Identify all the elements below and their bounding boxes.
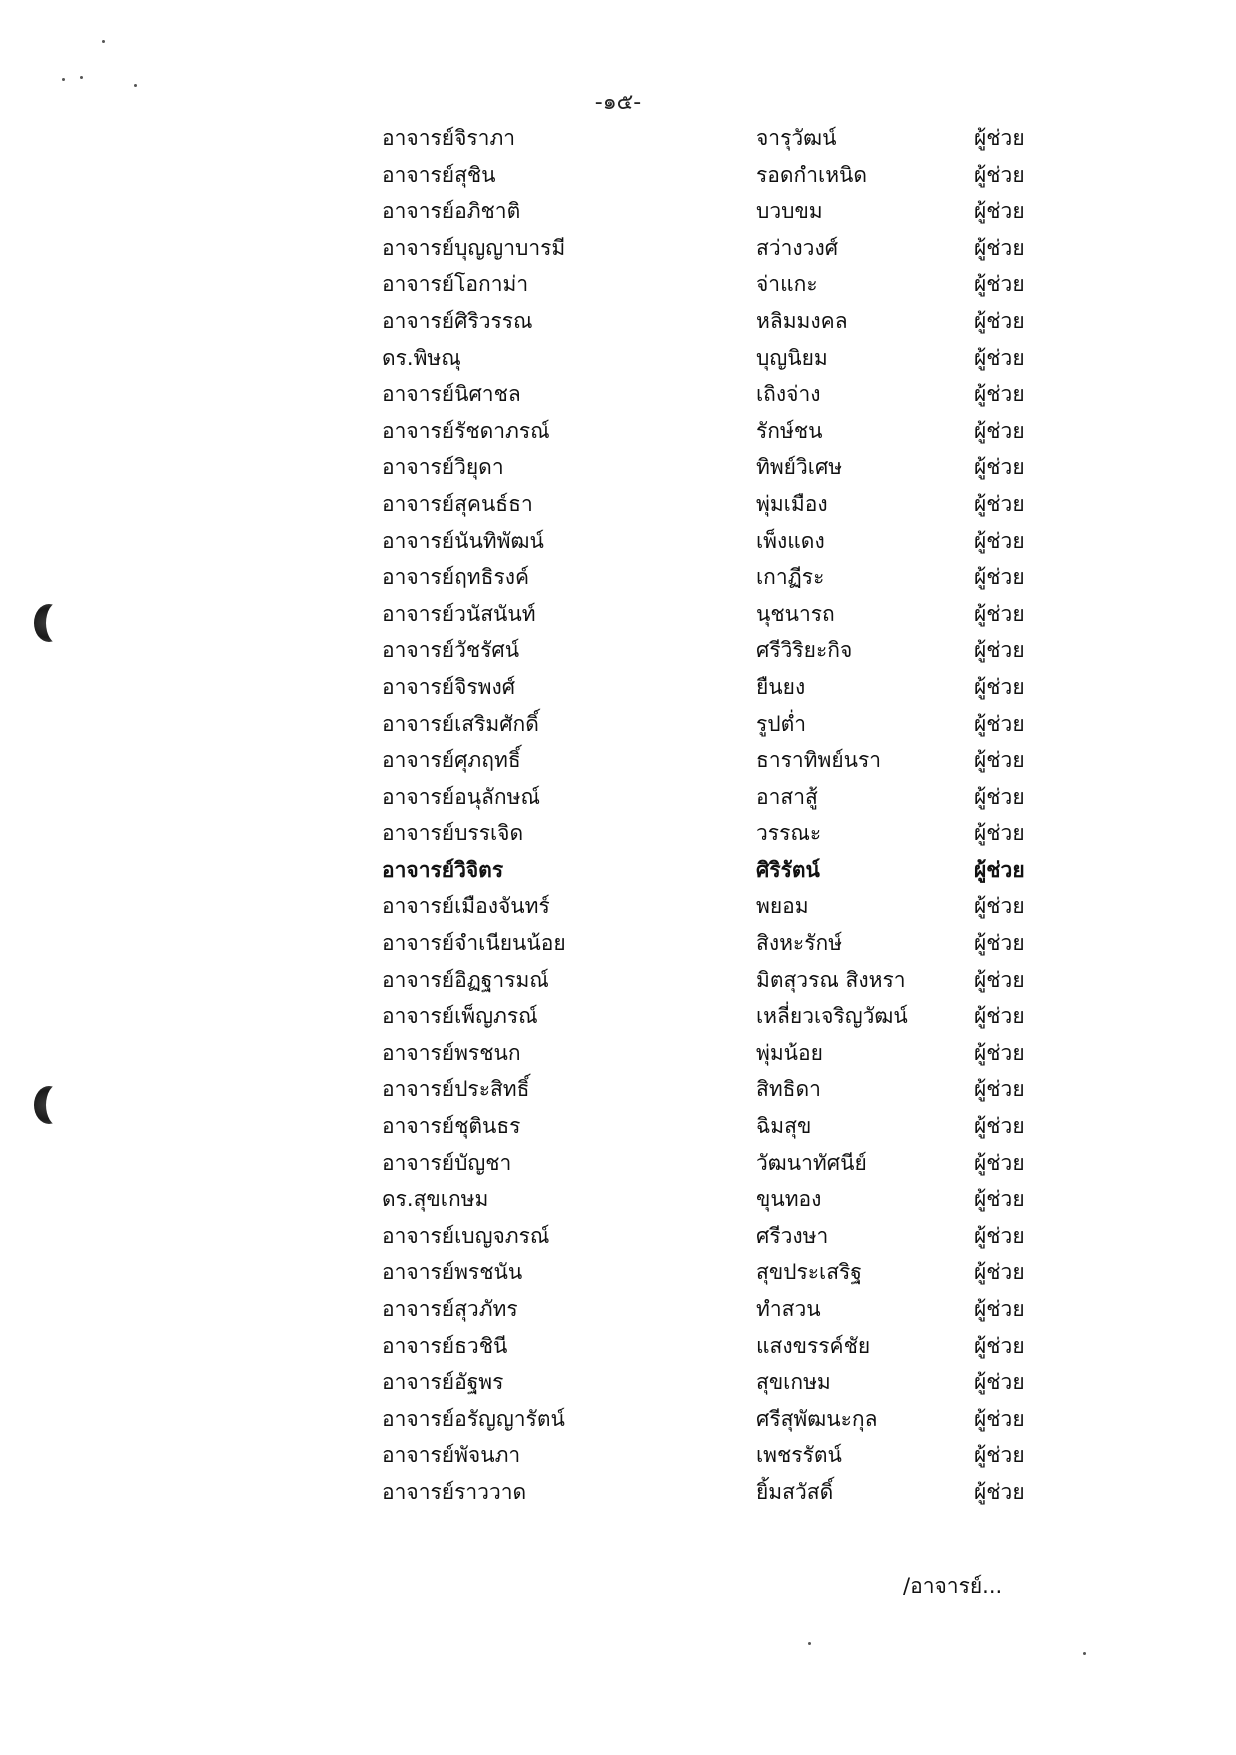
roster-row <box>382 1071 1042 1108</box>
staff-last-name: ศรีวงษา <box>756 1223 829 1248</box>
roster-row <box>382 1218 1042 1255</box>
staff-first-name: อาจารย์นิศาชล <box>382 382 521 407</box>
staff-role: ผู้ช่วย <box>974 711 1025 736</box>
staff-first-name: อาจารย์เบญจภรณ์ <box>382 1223 550 1248</box>
staff-first-name: อาจารย์ศิริวรรณ <box>382 308 533 333</box>
staff-first-name: อาจารย์สุวภัทร <box>382 1297 518 1321</box>
staff-role: ผู้ช่วย <box>974 491 1025 516</box>
staff-role: ผู้ช่วย <box>974 455 1025 480</box>
staff-last-name: รอดกำเหนิด <box>756 162 868 187</box>
staff-last-name: พุ่มน้อย <box>756 1040 823 1065</box>
staff-role: ผู้ช่วย <box>974 199 1025 224</box>
staff-first-name: อาจารย์จิราภา <box>382 126 516 150</box>
staff-role: ผู้ช่วย <box>974 1150 1025 1175</box>
staff-first-name: อาจารย์อรัญญารัตน์ <box>382 1406 565 1431</box>
roster-row <box>382 120 1042 157</box>
staff-role: ผู้ช่วย <box>974 601 1025 626</box>
staff-last-name: วรรณะ <box>756 821 822 846</box>
staff-role: ผู้ช่วย <box>974 1260 1025 1285</box>
staff-role: ผู้ช่วย <box>974 821 1025 846</box>
staff-last-name: สิทธิดา <box>756 1077 821 1102</box>
staff-last-name: อาสาสู้ <box>756 784 818 809</box>
staff-last-name: วัฒนาทัศนีย์ <box>756 1150 867 1175</box>
staff-role: ผู้ช่วย <box>974 1370 1025 1395</box>
roster-row <box>382 157 1042 194</box>
staff-first-name: อาจารย์เพ็ญภรณ์ <box>382 1004 538 1029</box>
staff-role: ผู้ช่วย <box>974 418 1025 443</box>
roster-row <box>382 1328 1042 1365</box>
staff-role: ผู้ช่วย <box>974 674 1025 699</box>
staff-first-name: อาจารย์อภิชาติ <box>382 199 521 224</box>
staff-role: ผู้ช่วย <box>974 1406 1025 1431</box>
staff-last-name: แสงขรรค์ชัย <box>756 1333 871 1358</box>
staff-first-name: อาจารย์พรชนัน <box>382 1260 523 1285</box>
staff-first-name: อาจารย์วิยุดา <box>382 455 504 480</box>
staff-role: ผู้ช่วย <box>974 1040 1025 1065</box>
staff-last-name: เหลี่ยวเจริญวัฒน์ <box>756 1004 908 1029</box>
roster-row <box>382 779 1042 816</box>
staff-role: ผู้ช่วย <box>974 1077 1025 1102</box>
roster-row <box>382 1291 1042 1328</box>
staff-last-name: สุขประเสริฐ <box>756 1260 862 1285</box>
staff-role: ผู้ช่วย <box>974 857 1025 882</box>
staff-last-name: หลิมมงคล <box>756 308 848 333</box>
scan-speck <box>1083 1652 1086 1655</box>
scan-speck <box>80 76 83 79</box>
roster-row <box>382 230 1042 267</box>
staff-last-name: สิงหะรักษ์ <box>756 931 843 956</box>
staff-last-name: พยอม <box>756 894 809 919</box>
roster-row <box>382 266 1042 303</box>
page-number: -๑๕- <box>594 90 642 115</box>
roster-row <box>382 559 1042 596</box>
roster-row <box>382 1474 1042 1511</box>
scan-speck <box>102 40 105 43</box>
staff-role: ผู้ช่วย <box>974 1479 1025 1504</box>
staff-first-name: อาจารย์รัชดาภรณ์ <box>382 418 550 443</box>
staff-role: ผู้ช่วย <box>974 382 1025 407</box>
staff-last-name: เถิงจ่าง <box>756 382 821 407</box>
staff-last-name: นุชนารถ <box>756 601 835 626</box>
staff-first-name: ดร.พิษณุ <box>382 345 461 370</box>
staff-roster <box>382 120 1042 1511</box>
roster-row <box>382 1108 1042 1145</box>
staff-role: ผู้ช่วย <box>974 235 1025 260</box>
staff-first-name: อาจารย์ประสิทธิ์ <box>382 1077 530 1102</box>
roster-row <box>382 852 1042 889</box>
staff-role: ผู้ช่วย <box>974 308 1025 333</box>
staff-last-name: เพ็งแดง <box>756 528 825 553</box>
scan-speck <box>808 1642 811 1645</box>
staff-role: ผู้ช่วย <box>974 565 1025 590</box>
staff-first-name: อาจารย์เมืองจันทร์ <box>382 894 550 919</box>
staff-last-name: ยิ้มสวัสดิ์ <box>756 1479 834 1504</box>
scan-speck <box>134 84 137 87</box>
staff-last-name: ยืนยง <box>756 674 806 699</box>
staff-role: ผู้ช่วย <box>974 126 1025 150</box>
staff-role: ผู้ช่วย <box>974 638 1025 663</box>
staff-role: ผู้ช่วย <box>974 1443 1025 1468</box>
staff-first-name: อาจารย์อิฏฐารมณ์ <box>382 967 549 992</box>
staff-first-name: อาจารย์จำเนียนน้อย <box>382 931 566 956</box>
roster-row <box>382 669 1042 706</box>
punch-hole-lower <box>34 1086 64 1124</box>
staff-first-name: อาจารย์บุญญาบารมี <box>382 235 566 260</box>
roster-row <box>382 1145 1042 1182</box>
staff-last-name: รูปต่ำ <box>756 711 807 736</box>
roster-row <box>382 193 1042 230</box>
roster-row <box>382 742 1042 779</box>
staff-role: ผู้ช่วย <box>974 784 1025 809</box>
staff-last-name: บุญนิยม <box>756 345 828 370</box>
roster-row <box>382 706 1042 743</box>
staff-role: ผู้ช่วย <box>974 1297 1025 1321</box>
roster-row <box>382 815 1042 852</box>
staff-last-name: บวบขม <box>756 199 823 224</box>
roster-row <box>382 303 1042 340</box>
staff-first-name: อาจารย์วิจิตร <box>382 857 504 882</box>
roster-row <box>382 1035 1042 1072</box>
roster-row <box>382 340 1042 377</box>
staff-last-name: รักษ์ชน <box>756 418 823 443</box>
staff-role: ผู้ช่วย <box>974 162 1025 187</box>
scan-speck <box>62 78 65 81</box>
staff-role: ผู้ช่วย <box>974 748 1025 773</box>
roster-row <box>382 376 1042 413</box>
roster-row <box>382 962 1042 999</box>
staff-first-name: อาจารย์นันทิพัฒน์ <box>382 528 544 553</box>
roster-row <box>382 449 1042 486</box>
staff-role: ผู้ช่วย <box>974 894 1025 919</box>
staff-first-name: อาจารย์อัฐพร <box>382 1370 504 1395</box>
staff-first-name: อาจารย์จิรพงศ์ <box>382 674 516 699</box>
roster-row <box>382 1364 1042 1401</box>
staff-first-name: อาจารย์ราววาด <box>382 1479 527 1504</box>
punch-hole-upper <box>34 604 64 642</box>
staff-first-name: ดร.สุขเกษม <box>382 1187 489 1212</box>
staff-role: ผู้ช่วย <box>974 1004 1025 1029</box>
staff-last-name: ฉิมสุข <box>756 1114 812 1139</box>
staff-first-name: อาจารย์พรชนก <box>382 1040 521 1065</box>
staff-last-name: ทิพย์วิเศษ <box>756 455 843 480</box>
staff-last-name: ขุนทอง <box>756 1187 822 1212</box>
roster-row <box>382 1254 1042 1291</box>
staff-role: ผู้ช่วย <box>974 967 1025 992</box>
staff-first-name: อาจารย์พัจนภา <box>382 1443 521 1468</box>
staff-first-name: อาจารย์โอกาม่า <box>382 272 529 297</box>
roster-row <box>382 413 1042 450</box>
staff-first-name: อาจารย์บัญชา <box>382 1150 512 1175</box>
continuation-note: /อาจารย์... <box>903 1574 1003 1598</box>
staff-last-name: จารุวัฒน์ <box>756 126 837 150</box>
staff-role: ผู้ช่วย <box>974 1114 1025 1139</box>
roster-row <box>382 998 1042 1035</box>
staff-last-name: ศรีวิริยะกิจ <box>756 638 853 663</box>
staff-first-name: อาจารย์สุคนธ์ธา <box>382 491 533 516</box>
roster-row <box>382 632 1042 669</box>
staff-first-name: อาจารย์ฤทธิรงค์ <box>382 565 530 590</box>
staff-last-name: สว่างวงศ์ <box>756 235 839 260</box>
roster-row <box>382 523 1042 560</box>
staff-last-name: ศิริรัตน์ <box>756 857 820 882</box>
staff-role: ผู้ช่วย <box>974 272 1025 297</box>
staff-first-name: อาจารย์ธวชินี <box>382 1333 508 1358</box>
staff-last-name: ศรีสุพัฒนะกุล <box>756 1406 878 1431</box>
staff-first-name: อาจารย์ชุตินธร <box>382 1114 521 1139</box>
staff-first-name: อาจารย์บรรเจิด <box>382 821 524 846</box>
staff-role: ผู้ช่วย <box>974 345 1025 370</box>
roster-row <box>382 486 1042 523</box>
staff-role: ผู้ช่วย <box>974 1187 1025 1212</box>
staff-last-name: พุ่มเมือง <box>756 491 828 516</box>
staff-first-name: อาจารย์วนัสนันท์ <box>382 601 536 626</box>
roster-row <box>382 1437 1042 1474</box>
roster-row <box>382 596 1042 633</box>
staff-first-name: อาจารย์สุชิน <box>382 162 496 187</box>
staff-role: ผู้ช่วย <box>974 931 1025 956</box>
staff-first-name: อาจารย์ศุภฤทธิ์ <box>382 748 521 773</box>
staff-first-name: อาจารย์เสริมศักดิ์ <box>382 711 539 736</box>
staff-role: ผู้ช่วย <box>974 1333 1025 1358</box>
staff-role: ผู้ช่วย <box>974 1223 1025 1248</box>
roster-row <box>382 925 1042 962</box>
staff-last-name: จ่าแกะ <box>756 272 818 297</box>
staff-last-name: ทำสวน <box>756 1297 821 1321</box>
staff-last-name: มิตสุวรณ สิงหรา <box>756 967 906 992</box>
staff-last-name: เพชรรัตน์ <box>756 1443 842 1468</box>
roster-row <box>382 1401 1042 1438</box>
staff-first-name: อาจารย์อนุลักษณ์ <box>382 784 540 809</box>
staff-last-name: สุขเกษม <box>756 1370 831 1395</box>
roster-row <box>382 888 1042 925</box>
staff-last-name: เกาฏีระ <box>756 565 825 590</box>
staff-first-name: อาจารย์วัชรัศน์ <box>382 638 520 663</box>
staff-role: ผู้ช่วย <box>974 528 1025 553</box>
roster-row <box>382 1181 1042 1218</box>
staff-last-name: ธาราทิพย์นรา <box>756 748 882 773</box>
